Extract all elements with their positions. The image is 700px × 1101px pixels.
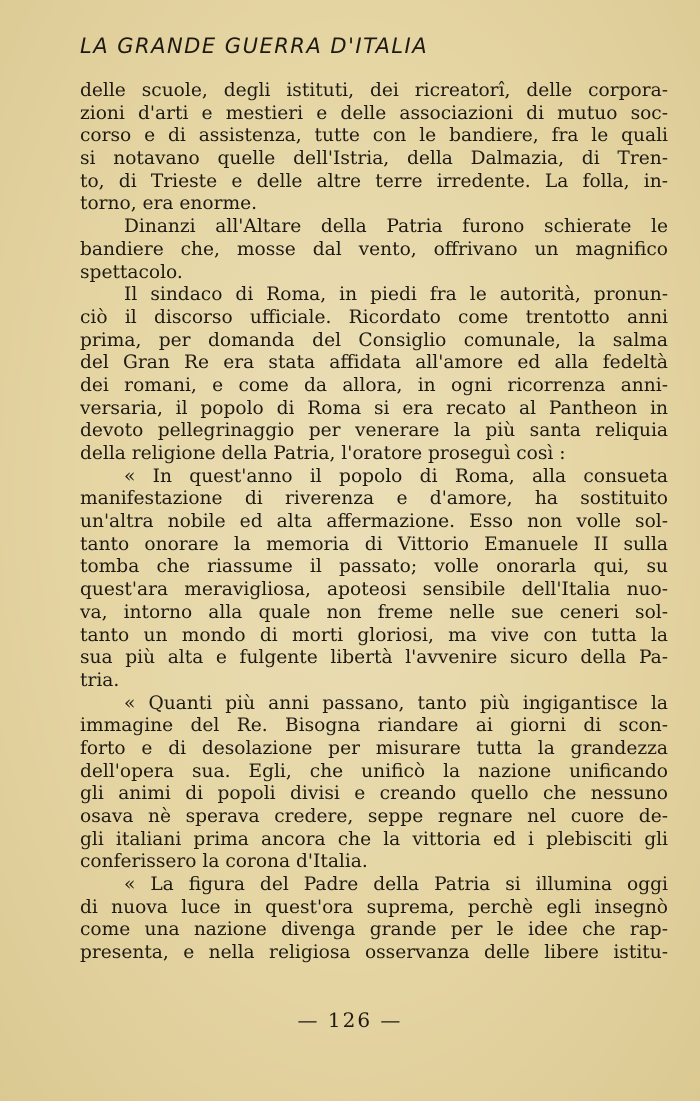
text-line: « La figura del Padre della Patria si illumina oggi [124,874,668,896]
text-line: « Quanti più anni passano, tanto più ingigantisce la [124,692,668,714]
text-line: sua più alta e fulgente libertà l'avvenire sicuro della Pa- [80,647,668,669]
text-line: quest'ara meravigliosa, apoteosi sensibile dell'Italia nuo- [80,579,668,601]
text-line: to, di Trieste e delle altre terre irredente. La folla, in- [80,170,668,192]
text-line: zioni d'arti e mestieri e delle associazioni di mutuo soc- [80,102,668,124]
text-line: dei romani, e come da allora, in ogni ricorrenza anni- [80,374,668,396]
text-line: tanto un mondo di morti gloriosi, ma vive con tutta la [80,624,668,646]
text-line: tanto onorare la memoria di Vittorio Emanuele II sulla [80,533,668,555]
text-line: manifestazione di riverenza e d'amore, ha sostituito [80,488,668,510]
text-line: torno, era enorme. [80,193,258,215]
text-line: tomba che riassume il passato; volle onorarla qui, su [80,556,668,578]
text-line: osava nè sperava credere, seppe regnare nel cuore de- [80,806,668,827]
text-line: gli animi di popoli divisi e creando quello che nessuno [80,783,668,805]
text-line: bandiere che, mosse dal vento, offrivano un magnifico [80,238,668,260]
text-line: Il sindaco di Roma, in piedi fra le autorità, pronun- [124,284,668,306]
text-line: dell'opera sua. Egli, che unificò la nazione unificando [80,760,668,782]
text-line: delle scuole, degli istituti, dei ricreatorî, delle corpora- [80,80,668,101]
body-text [80,80,668,965]
text-line: si notavano quelle dell'Istria, della Dalmazia, di Tren- [80,148,668,170]
page-number: — 126 — [297,1008,403,1032]
text-line: « In quest'anno il popolo di Roma, alla consueta [124,465,668,487]
text-line: conferissero la corona d'Italia. [80,851,368,873]
text-line: devoto pellegrinaggio per venerare la più santa reliquia [80,420,668,442]
text-line: un'altra nobile ed alta affermazione. Esso non volle sol- [80,511,668,533]
text-line: presenta, e nella religiosa osservanza delle libere istitu- [80,942,668,964]
text-line: prima, per domanda del Consiglio comunale, la salma [80,329,668,351]
text-line: versaria, il popolo di Roma si era recato al Pantheon in [80,397,668,419]
text-line: immagine del Re. Bisogna riandare ai giorni di scon- [80,715,668,737]
text-line: ciò il discorso ufficiale. Ricordato come trentotto anni [80,306,668,328]
text-line: del Gran Re era stata affidata all'amore ed alla fedeltà [80,352,668,374]
text-line: spettacolo. [80,261,183,283]
text-line: Dinanzi all'Altare della Patria furono schierate le [124,216,668,238]
text-line: va, intorno alla quale non freme nelle sue ceneri sol- [80,601,668,623]
text-line: corso e di assistenza, tutte con le bandiere, fra le quali [80,125,668,147]
text-line: della religione della Patria, l'oratore proseguì così : [80,443,566,464]
text-line: come una nazione divenga grande per le idee che rap- [80,919,668,941]
text-line: di nuova luce in quest'ora suprema, perchè egli insegnò [80,896,668,918]
text-line: forto e di desolazione per misurare tutta la grandezza [80,737,668,759]
running-header: LA GRANDE GUERRA D'ITALIA [80,34,429,58]
text-line: tria. [80,669,120,691]
text-line: gli italiani prima ancora che la vittoria ed i plebisciti gli [80,828,668,850]
